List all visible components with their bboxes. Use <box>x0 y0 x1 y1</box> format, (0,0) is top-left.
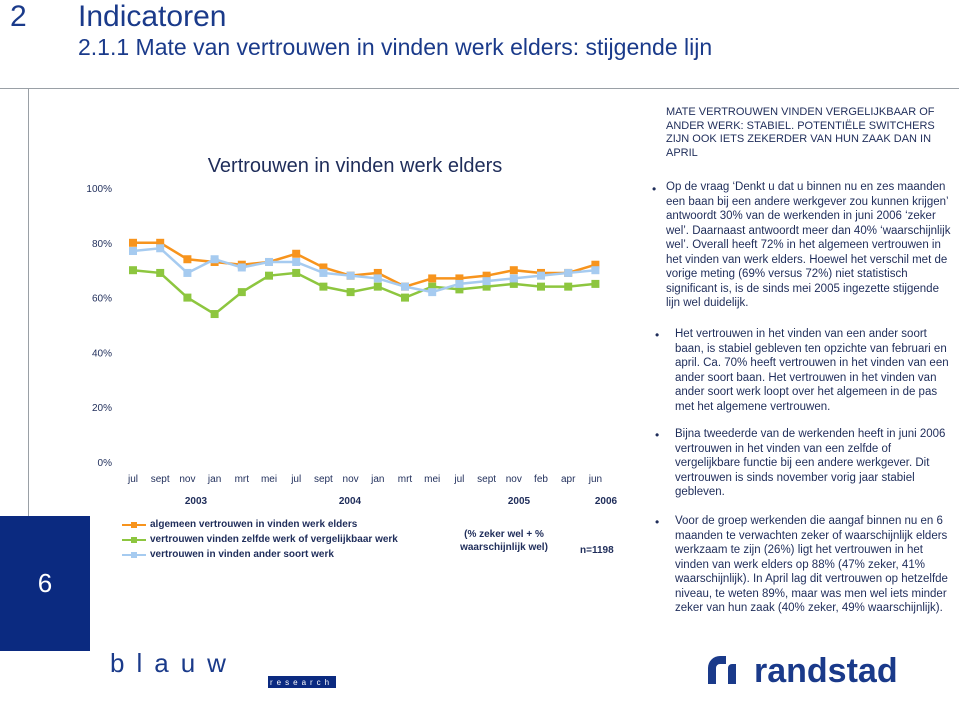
x-tick-label: jul <box>127 474 139 485</box>
series-3-point <box>211 255 219 263</box>
series-2-point <box>591 280 599 288</box>
chart-title: Vertrouwen in vinden werk elders <box>207 155 503 177</box>
section-number: 2 <box>10 0 27 33</box>
series-3-point <box>483 277 491 285</box>
series-3-point <box>564 269 572 277</box>
x-year-label: 2004 <box>338 496 362 507</box>
bullet-dot: • <box>655 515 660 529</box>
randstad-logo <box>706 650 946 690</box>
series-1-point <box>510 266 518 274</box>
x-tick-label: mei <box>260 474 278 485</box>
x-tick-label: nov <box>342 474 359 485</box>
bullet-text-4: Voor de groep werkenden die aangaf binnen nu en 6 maanden te verwachten zeker of waarschijnlijk elders werkzaam te zijn (26%) ligt het vertrouwen in het vinden van werk elders op 88% (47% zeker, 41% waarschijnlijk). In April lag dit vertrouwen op hetzelfde niveau, te weten 89%, maar was men wel iets minder zeker van hun zaak (40% zeker, 49% waarschijnlijk). <box>675 515 948 614</box>
series-2-point <box>347 288 355 296</box>
series-3-point <box>156 244 164 252</box>
series-2-point <box>292 269 300 277</box>
x-year-label: 2005 <box>507 496 531 507</box>
x-tick-label: sept <box>150 474 170 485</box>
series-2-point <box>265 272 273 280</box>
legend-swatch <box>122 524 146 526</box>
x-tick-label: jul <box>291 474 302 485</box>
x-tick-label: jan <box>371 474 385 485</box>
blauw-logo <box>110 650 340 690</box>
legend-label: vertrouwen in vinden ander soort werk <box>150 549 334 560</box>
slide-number: 6 <box>37 568 53 598</box>
series-3-point <box>510 274 518 282</box>
x-year-label: 2006 <box>594 496 618 507</box>
series-2-point <box>156 269 164 277</box>
series-3-point <box>319 269 327 277</box>
panel-heading: MATE VERTROUWEN VINDEN VERGELIJKBAAR OF ANDER WERK: STABIEL. POTENTIËLE SWITCHERS ZIJN OOK IETS ZEKERDER VAN HUN ZAAK DAN IN APRIL <box>666 106 935 159</box>
series-3-point <box>183 269 191 277</box>
series-1-point <box>183 255 191 263</box>
x-tick-label: feb <box>534 474 548 485</box>
bullet-dot: • <box>652 182 657 196</box>
x-tick-label: mrt <box>397 474 413 485</box>
chart-note: (% zeker wel + % waarschijnlijk wel) <box>460 529 548 553</box>
series-2-point <box>129 266 137 274</box>
x-tick-label: jan <box>207 474 222 485</box>
sample-size: n=1198 <box>580 545 614 556</box>
randstad-logo-text: randstad <box>754 652 898 690</box>
y-tick-label: 60% <box>91 293 112 305</box>
series-3-point <box>401 283 409 291</box>
y-tick-label: 80% <box>91 238 112 250</box>
chart <box>0 88 640 508</box>
x-year-label: 2003 <box>184 496 208 507</box>
chart-root <box>86 155 617 507</box>
series-1-point <box>428 274 436 282</box>
x-tick-label: mrt <box>234 474 250 485</box>
series-1-point <box>129 239 137 247</box>
series-3-point <box>129 247 137 255</box>
x-tick-label: jun <box>588 474 603 485</box>
series-1-point <box>292 250 300 258</box>
series-2-point <box>183 294 191 302</box>
series-2-point <box>238 288 246 296</box>
randstad-logo-mark-right <box>728 664 736 684</box>
series-3-point <box>428 288 436 296</box>
series-2-point <box>211 310 219 318</box>
series-3-point <box>265 258 273 266</box>
y-tick-label: 0% <box>97 458 112 469</box>
series-3-point <box>537 272 545 280</box>
series-3-point <box>374 274 382 282</box>
y-tick-label: 100% <box>86 184 112 195</box>
page-subtitle: 2.1.1 Mate van vertrouwen in vinden werk elders: stijgende lijn <box>78 34 713 60</box>
x-tick-label: mei <box>424 474 441 485</box>
legend-marker <box>131 552 137 558</box>
y-tick-label: 20% <box>91 403 112 415</box>
x-tick-label: nov <box>179 474 196 485</box>
bullet-text-3: Bijna tweederde van de werkenden heeft in juni 2006 vertrouwen in het vinden van een zelfde of vergelijkbare functie bij een andere werkgever. Dit vertrouwen is sinds november vorig jaar stabiel gebleven. <box>675 428 946 498</box>
bullet-text-1: Op de vraag ‘Denkt u dat u binnen nu en zes maanden een baan bij een andere werkgever zou kunnen krijgen’ antwoordt 30% van de werkenden in juni 2006 ‘zeker wel’. Daarnaast antwoordt meer dan 40% ‘waarschijnlijk wel’. Overall heeft 72% in het algemeen vertrouwen in het vinden van werk elders. Hoewel het verschil met de vorige meting (69% versus 72%) niet statistisch significant is, is de sinds mei 2005 ingezette stijgende lijn wel duidelijk. <box>666 181 951 309</box>
series-3-point <box>455 280 463 288</box>
x-tick-label: jul <box>454 474 465 485</box>
legend-label: algemeen vertrouwen in vinden werk elders <box>150 519 358 530</box>
x-tick-label: sept <box>313 474 333 485</box>
series-3-point <box>238 263 246 271</box>
x-tick-label: sept <box>477 474 497 485</box>
page-title: Indicatoren <box>78 0 227 33</box>
series-2-point <box>564 283 572 291</box>
y-tick-label: 40% <box>91 348 112 360</box>
series-2-point <box>537 283 545 291</box>
series-3-point <box>292 258 300 266</box>
bullet-text-2: Het vertrouwen in het vinden van een ander soort baan, is stabiel gebleven ten opzichte van februari en april. Ca. 70% heeft vertrouwen in het vinden van een ander soort baan. Het vertrouwen in het vinden van ander soort werk loopt over het algemeen in de pas met het algemene vertrouwen. <box>675 328 949 413</box>
legend-marker <box>131 537 137 543</box>
legend-marker <box>131 522 137 528</box>
x-tick-label: nov <box>505 474 522 485</box>
bullet-dot: • <box>655 328 660 342</box>
legend-swatch <box>122 554 146 556</box>
blauw-logo-text: blauw <box>110 650 238 678</box>
bullet-dot: • <box>655 428 660 442</box>
legend-swatch <box>122 539 146 541</box>
x-tick-label: apr <box>560 474 576 485</box>
randstad-logo-mark-left <box>708 656 726 684</box>
series-2-point <box>319 283 327 291</box>
series-2-point <box>374 283 382 291</box>
blauw-logo-sub: research <box>270 678 334 687</box>
series-3-point <box>591 266 599 274</box>
series-2-point <box>401 294 409 302</box>
legend-label: vertrouwen vinden zelfde werk of vergelijkbaar werk <box>150 534 398 545</box>
slide-number-badge <box>0 516 90 651</box>
series-3-point <box>347 272 355 280</box>
